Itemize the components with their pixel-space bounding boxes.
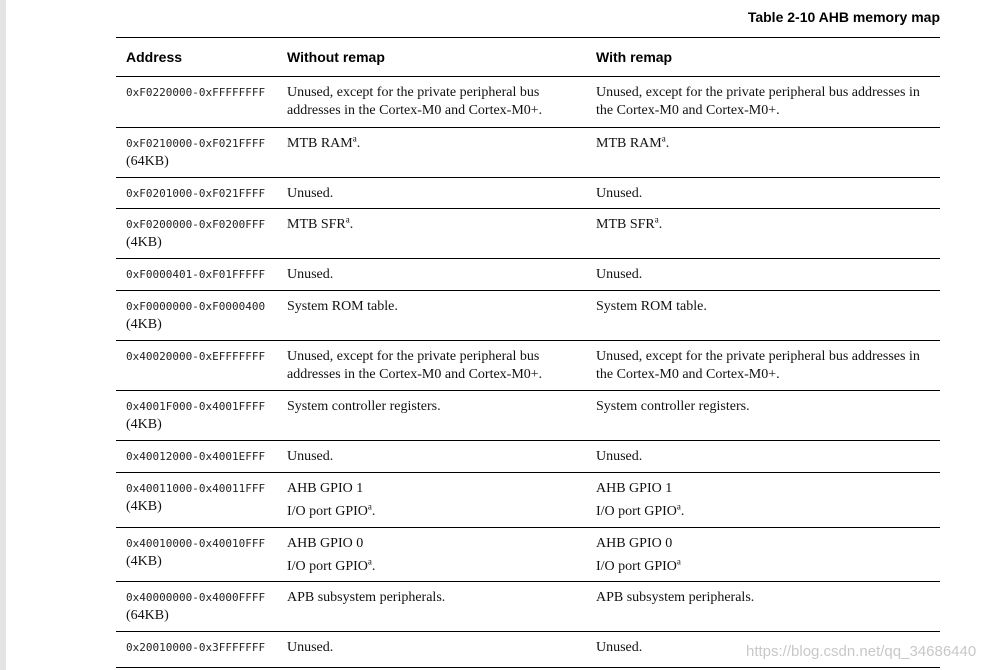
address-cell [116,341,277,391]
address-cell [116,473,277,528]
description-text: Unused. [287,267,334,282]
address-range: 0xF0201000-0xF021FFFF [126,187,266,200]
description-text: Unused. [596,640,643,655]
table-header-row [116,38,940,77]
description-text: MTB RAM [287,136,353,151]
table-row [116,77,940,128]
description-text: AHB GPIO 1 [596,481,673,496]
address-size: (64KB) [126,608,169,623]
description-text: APB subsystem peripherals. [596,590,755,605]
address-size: (64KB) [126,154,169,169]
address-range: 0xF0000401-0xF01FFFFF [126,268,266,281]
without-remap-cell [277,391,586,441]
ahb-memory-map-table [116,37,940,668]
table-row [116,528,940,582]
with-remap-cell [586,341,940,391]
description-text: AHB GPIO 0 [287,536,364,551]
address-range: 0xF0210000-0xF021FFFF [126,137,266,150]
description-text: Unused. [287,449,334,464]
address-range: 0x4001F000-0x4001FFFF [126,400,266,413]
description-text: Unused. [287,640,334,655]
punctuation: . [665,136,670,151]
with-remap-cell [586,582,940,632]
description-line2: I/O port GPIO [287,559,368,574]
address-range: 0x40012000-0x4001EFFF [126,450,266,463]
address-cell [116,128,277,178]
with-remap-cell [586,473,940,528]
address-size: (4KB) [126,417,162,432]
footnote-marker: a [676,501,681,512]
table-row [116,178,940,209]
table-row [116,473,940,528]
description-line2: I/O port GPIO [596,504,677,519]
table-caption: Table 2-10 AHB memory map [747,9,940,25]
address-cell [116,632,277,668]
with-remap-cell [586,291,940,341]
address-size: (4KB) [126,499,162,514]
address-range: 0x40020000-0xEFFFFFFF [126,350,266,363]
without-remap-cell [277,341,586,391]
footnote-marker: a [352,133,357,144]
without-remap-cell [277,259,586,291]
address-range: 0xF0220000-0xFFFFFFFF [126,86,266,99]
description-text: Unused, except for the private peripheral bus addresses in the Cortex-M0 and Cortex-M0+. [596,349,920,382]
address-range: 0x20010000-0x3FFFFFFF [126,641,266,654]
with-remap-cell [586,209,940,259]
footnote-marker: a [654,214,659,225]
address-range: 0x40000000-0x4000FFFF [126,591,266,604]
address-size: (4KB) [126,235,162,250]
description-text: Unused. [596,267,643,282]
address-range: 0xF0000000-0xF0000400 [126,300,266,313]
description-text: MTB SFR [596,217,655,232]
column-header-with-remap: With remap [586,38,940,77]
punctuation: . [356,136,361,151]
without-remap-cell [277,77,586,128]
address-cell [116,259,277,291]
table-row [116,291,940,341]
footnote-marker: a [367,501,372,512]
without-remap-cell [277,178,586,209]
column-header-without-remap: Without remap [277,38,586,77]
address-cell [116,77,277,128]
without-remap-cell [277,528,586,582]
address-range: 0xF0200000-0xF0200FFF [126,218,266,231]
description-line2: I/O port GPIO [596,559,677,574]
without-remap-cell [277,441,586,473]
address-cell [116,441,277,473]
column-header-address: Address [116,38,277,77]
description-text: Unused, except for the private peripheral bus addresses in the Cortex-M0 and Cortex-M0+. [596,85,920,118]
with-remap-cell [586,128,940,178]
footnote-marker: a [676,556,681,567]
without-remap-cell [277,582,586,632]
address-cell [116,209,277,259]
description-text: Unused, except for the private peripheral bus addresses in the Cortex-M0 and Cortex-M0+. [287,349,543,382]
footnote-marker: a [367,556,372,567]
with-remap-cell [586,178,940,209]
description-text: Unused. [596,186,643,201]
table-row [116,441,940,473]
without-remap-cell [277,632,586,668]
with-remap-cell [586,391,940,441]
with-remap-cell [586,441,940,473]
description-text: AHB GPIO 0 [596,536,673,551]
address-size: (4KB) [126,554,162,569]
address-cell [116,582,277,632]
table-row [116,259,940,291]
description-text: System ROM table. [596,299,707,314]
description-text: Unused. [596,449,643,464]
table-row [116,391,940,441]
description-text: APB subsystem peripherals. [287,590,446,605]
without-remap-cell [277,128,586,178]
table-row [116,341,940,391]
description-text: Unused, except for the private peripheral bus addresses in the Cortex-M0 and Cortex-M0+. [287,85,543,118]
address-range: 0x40011000-0x40011FFF [126,482,266,495]
table-row [116,128,940,178]
table-row [116,582,940,632]
with-remap-cell [586,528,940,582]
description-text: MTB RAM [596,136,662,151]
with-remap-cell [586,77,940,128]
punctuation: . [371,504,376,519]
description-line2: I/O port GPIO [287,504,368,519]
page-left-edge [0,0,6,670]
punctuation: . [371,559,376,574]
address-size: (4KB) [126,317,162,332]
description-text: Unused. [287,186,334,201]
description-text: System controller registers. [596,399,750,414]
address-range: 0x40010000-0x40010FFF [126,537,266,550]
without-remap-cell [277,291,586,341]
footnote-marker: a [345,214,350,225]
address-cell [116,528,277,582]
address-cell [116,291,277,341]
description-text: System ROM table. [287,299,398,314]
punctuation: . [680,504,685,519]
without-remap-cell [277,473,586,528]
description-text: AHB GPIO 1 [287,481,364,496]
description-text: MTB SFR [287,217,346,232]
without-remap-cell [277,209,586,259]
table-row [116,209,940,259]
footnote-marker: a [661,133,666,144]
address-cell [116,178,277,209]
punctuation: . [349,217,354,232]
watermark: https://blog.csdn.net/qq_34686440 [746,643,977,660]
with-remap-cell [586,259,940,291]
punctuation: . [658,217,663,232]
description-text: System controller registers. [287,399,441,414]
address-cell [116,391,277,441]
